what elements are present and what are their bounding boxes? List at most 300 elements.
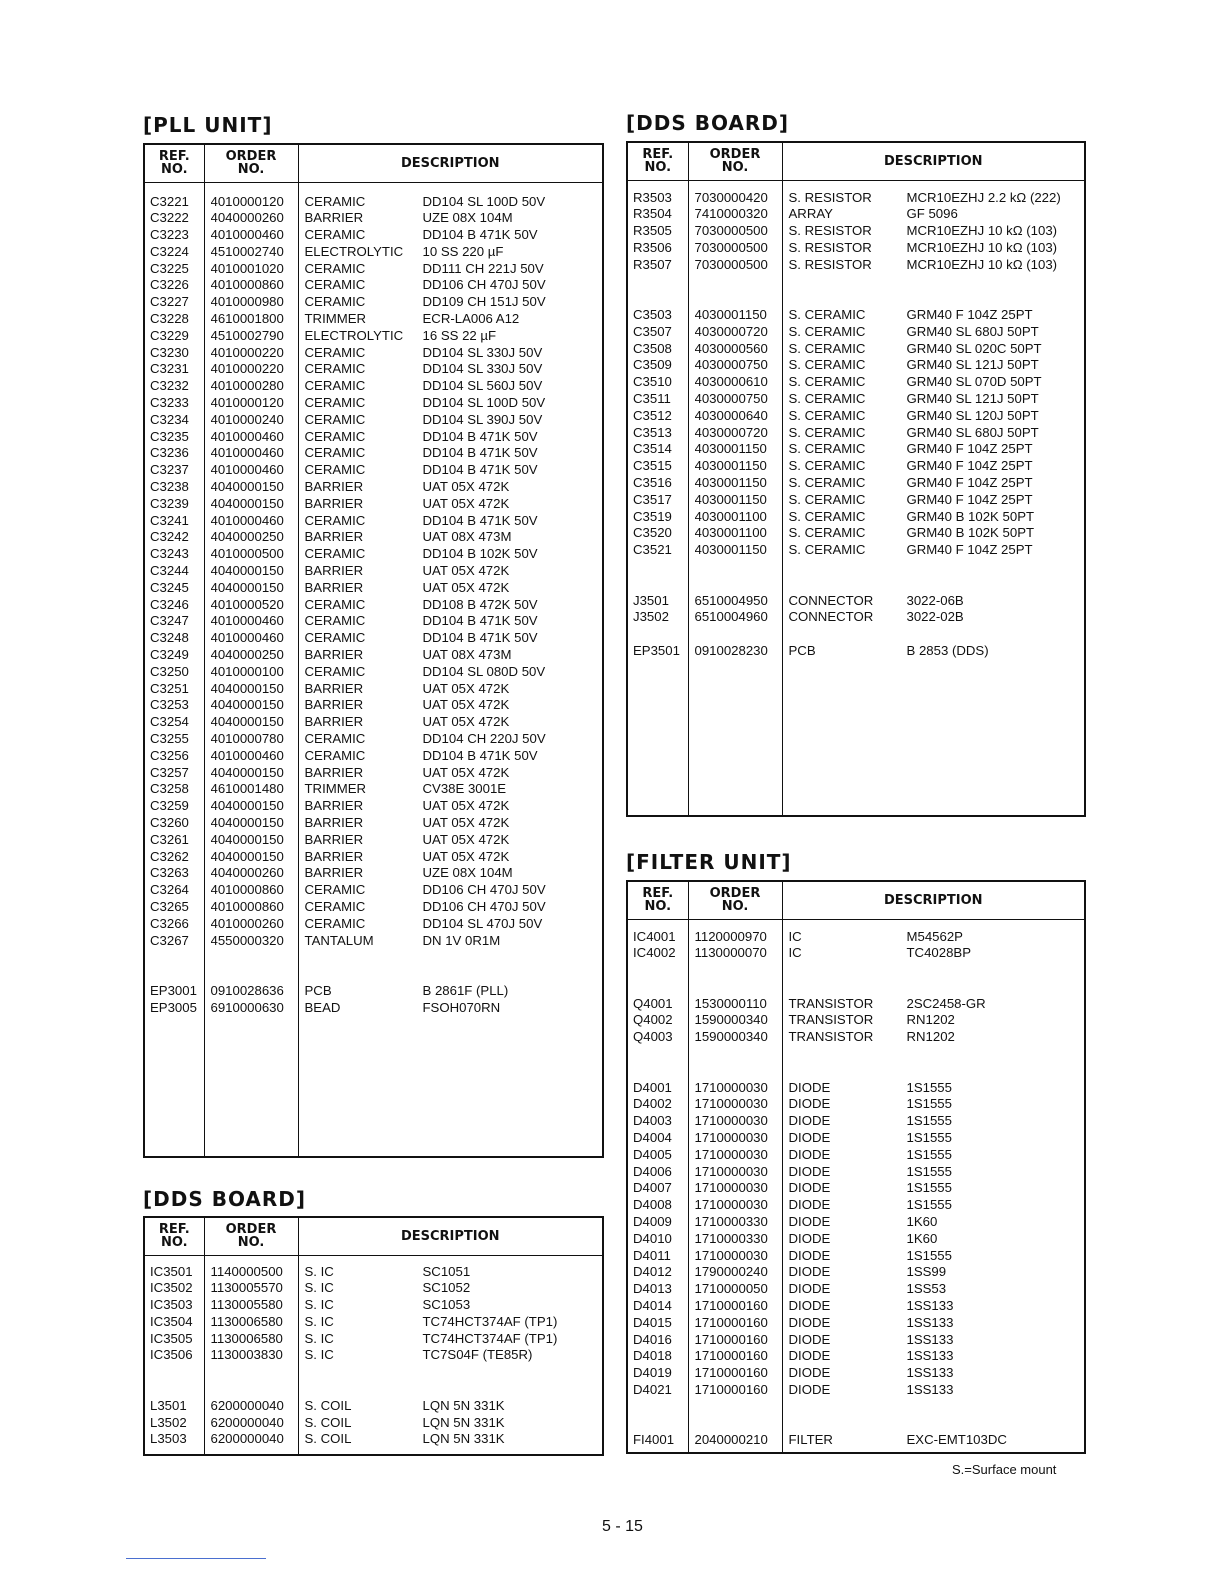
part-type: S. CERAMIC: [788, 374, 866, 390]
part-type: S. CERAMIC: [788, 508, 866, 524]
description: [299, 513, 603, 530]
order-no: 4010000100: [210, 663, 284, 679]
order-no: 7410000320: [694, 206, 768, 222]
part-type: S. CERAMIC: [788, 357, 866, 373]
part-type: S. IC: [304, 1347, 334, 1363]
description: [783, 1197, 1085, 1214]
description: [783, 945, 1085, 962]
part-spec: EXC-EMT103DC: [906, 1432, 1007, 1448]
ref-no: C3241: [150, 512, 189, 528]
part-type: S. COIL: [304, 1397, 352, 1413]
description: [783, 206, 1085, 223]
header-description: DESCRIPTION: [298, 144, 603, 182]
part-type: BARRIER: [304, 798, 364, 814]
blank-line: [783, 559, 1085, 576]
part-type: CERAMIC: [304, 411, 366, 427]
order-no: 4010000220: [210, 344, 284, 360]
description: [299, 445, 603, 462]
description: [783, 1164, 1085, 1181]
ref-no: D4012: [633, 1264, 672, 1280]
ref-no: C3225: [150, 260, 189, 276]
ref-no: IC3501: [150, 1263, 193, 1279]
ref-no: C3516: [633, 475, 672, 491]
description: [299, 261, 603, 278]
ref-no: C3223: [150, 227, 189, 243]
ref-no: C3248: [150, 630, 189, 646]
column-order-no: [688, 919, 782, 1453]
part-type: CERAMIC: [304, 546, 366, 562]
ref-no: C3253: [150, 697, 189, 713]
ref-no: D4006: [633, 1163, 672, 1179]
description: [783, 1432, 1085, 1449]
ref-no: D4014: [633, 1298, 672, 1314]
part-type: DIODE: [788, 1298, 831, 1314]
part-spec: UAT 05X 472K: [422, 680, 510, 696]
part-spec: 1SS133: [906, 1314, 954, 1330]
order-no: 1710000030: [694, 1130, 768, 1146]
part-spec: FSOH070RN: [422, 999, 501, 1015]
ref-no: C3255: [150, 731, 189, 746]
part-type: CERAMIC: [304, 193, 366, 209]
ref-no: IC3502: [150, 1280, 193, 1296]
part-spec: DD104 B 102K 50V: [422, 546, 538, 562]
part-type: DIODE: [788, 1382, 831, 1398]
blank-line: [150, 1381, 204, 1398]
description: [783, 458, 1085, 475]
surface-mount-footnote: S.=Surface mount: [952, 1462, 1057, 1477]
description: [299, 378, 603, 395]
ref-no: C3224: [150, 243, 189, 259]
blank-line: [211, 1364, 298, 1381]
part-type: FILTER: [788, 1432, 833, 1448]
ref-no: C3514: [633, 441, 672, 457]
ref-no: D4010: [633, 1230, 672, 1246]
order-no: 4010001020: [210, 260, 284, 276]
blank-line: [695, 1416, 782, 1433]
part-type: CERAMIC: [304, 344, 366, 360]
part-type: TRANSISTOR: [788, 1029, 874, 1045]
part-spec: 1K60: [906, 1214, 938, 1230]
order-no: 6200000040: [210, 1431, 284, 1447]
blank-line: [150, 966, 204, 983]
ref-no: C3503: [633, 307, 672, 323]
ref-no: EP3005: [150, 999, 197, 1015]
order-no: 1130005580: [210, 1297, 283, 1313]
column-ref-no: [144, 182, 204, 1157]
description: [299, 597, 603, 614]
part-type: S. RESISTOR: [788, 223, 872, 239]
order-no: 1710000050: [694, 1281, 768, 1297]
part-spec: DD104 B 471K 50V: [422, 445, 538, 461]
part-type: S. RESISTOR: [788, 256, 872, 272]
part-type: IC: [788, 945, 802, 961]
order-no: 4030000720: [694, 323, 768, 339]
part-spec: CV38E 3001E: [422, 781, 507, 797]
ref-no: C3246: [150, 596, 189, 612]
ref-no: C3254: [150, 714, 189, 730]
part-type: CERAMIC: [304, 663, 366, 679]
order-no: 4010000460: [210, 462, 284, 478]
part-spec: GRM40 F 104Z 25PT: [906, 491, 1033, 507]
part-spec: SC1053: [422, 1297, 471, 1313]
part-spec: GRM40 SL 121J 50PT: [906, 357, 1039, 373]
part-type: S. IC: [304, 1280, 334, 1296]
description: [299, 714, 603, 731]
description: [299, 664, 603, 681]
blank-line: [150, 949, 204, 966]
part-spec: 1SS133: [906, 1298, 954, 1314]
part-spec: GRM40 SL 120J 50PT: [906, 407, 1039, 423]
part-type: CERAMIC: [304, 445, 366, 461]
ref-no: D4008: [633, 1197, 672, 1213]
ref-no: C3267: [150, 932, 189, 948]
part-type: CERAMIC: [304, 630, 366, 646]
part-type: CERAMIC: [304, 613, 366, 629]
part-spec: UAT 05X 472K: [422, 579, 510, 595]
ref-no: C3510: [633, 374, 672, 390]
part-spec: UAT 05X 472K: [422, 697, 510, 713]
part-type: BARRIER: [304, 647, 364, 663]
description: [299, 546, 603, 563]
order-no: 1710000030: [694, 1079, 768, 1095]
order-no: 1710000160: [694, 1314, 768, 1330]
ref-no: C3259: [150, 798, 189, 814]
description: [299, 1431, 603, 1448]
description: [783, 929, 1085, 946]
description: [299, 412, 603, 429]
part-type: S. RESISTOR: [788, 239, 872, 255]
order-no: 4010000460: [210, 227, 284, 243]
description: [783, 1214, 1085, 1231]
order-no: 4510002740: [210, 243, 284, 259]
ref-no: C3507: [633, 323, 672, 339]
part-type: DIODE: [788, 1197, 831, 1213]
blank-line: [633, 290, 688, 307]
part-spec: DD104 SL 560J 50V: [422, 378, 543, 394]
part-spec: B 2853 (DDS): [906, 643, 989, 659]
ref-no: D4016: [633, 1331, 672, 1347]
order-no: 4030000560: [694, 340, 768, 356]
part-type: ELECTROLYTIC: [304, 327, 404, 343]
part-spec: UZE 08X 104M: [422, 865, 513, 881]
part-spec: DD106 CH 470J 50V: [422, 277, 546, 293]
order-no: 4030001150: [694, 307, 767, 323]
ref-no: R3504: [633, 206, 672, 222]
ref-no: C3247: [150, 613, 189, 629]
ref-no: C3266: [150, 915, 189, 931]
part-spec: UAT 05X 472K: [422, 764, 510, 780]
ref-no: D4002: [633, 1096, 672, 1112]
part-type: DIODE: [788, 1247, 831, 1263]
description: [299, 882, 603, 899]
column-order-no: [204, 1255, 298, 1455]
part-type: DIODE: [788, 1163, 831, 1179]
description: [299, 311, 603, 328]
description: [299, 781, 603, 798]
order-no: 4010000120: [210, 193, 284, 209]
part-spec: MCR10EZHJ 10 kΩ (103): [906, 239, 1058, 255]
order-no: 1590000340: [694, 1029, 768, 1045]
ref-no: C3512: [633, 407, 672, 423]
order-no: 4040000150: [210, 714, 284, 730]
ref-no: C3521: [633, 542, 672, 558]
ref-no: C3244: [150, 563, 189, 579]
description: [299, 227, 603, 244]
order-no: 4040000150: [210, 814, 284, 830]
parts-table-filter-unit: [626, 880, 1086, 1454]
order-no: 4010000220: [210, 361, 284, 377]
description: [783, 1012, 1085, 1029]
description: [783, 307, 1085, 324]
part-type: S. CERAMIC: [788, 323, 866, 339]
description: [299, 765, 603, 782]
ref-no: C3261: [150, 831, 189, 847]
blank-line: [633, 962, 688, 979]
description: [299, 697, 603, 714]
description: [299, 899, 603, 916]
header-order-no: ORDER NO.: [688, 142, 782, 180]
part-spec: 1S1555: [906, 1247, 952, 1263]
order-no: 4010000860: [210, 277, 284, 293]
header-ref-no: REF. NO.: [144, 144, 204, 182]
order-no: 1710000160: [694, 1331, 768, 1347]
description: [783, 240, 1085, 257]
order-no: 4030000750: [694, 391, 768, 407]
part-type: BARRIER: [304, 714, 364, 730]
part-type: CERAMIC: [304, 428, 366, 444]
header-ref-no: REF. NO.: [144, 1217, 204, 1255]
description: [299, 580, 603, 597]
order-no: 1710000030: [694, 1163, 768, 1179]
ref-no: C3260: [150, 814, 189, 830]
order-no: 4010000240: [210, 411, 284, 427]
column-description: [782, 919, 1085, 1453]
blank-line: [633, 273, 688, 290]
order-no: 4010000120: [210, 395, 284, 411]
part-type: DIODE: [788, 1314, 831, 1330]
description: [299, 395, 603, 412]
part-spec: DD111 CH 221J 50V: [422, 260, 544, 276]
ref-no: IC3505: [150, 1330, 193, 1346]
column-ref-no: [627, 180, 688, 816]
order-no: 7030000500: [694, 256, 768, 272]
bottom-rule: [126, 1558, 266, 1559]
part-spec: 1K60: [906, 1230, 938, 1246]
description: [299, 361, 603, 378]
description: [783, 509, 1085, 526]
blank-line: [695, 1046, 782, 1063]
header-description: DESCRIPTION: [782, 142, 1085, 180]
blank-line: [783, 1046, 1085, 1063]
ref-no: IC4002: [633, 945, 676, 961]
part-type: S. CERAMIC: [788, 491, 866, 507]
description: [299, 983, 603, 1000]
header-ref-no: REF. NO.: [627, 142, 688, 180]
order-no: 4040000150: [210, 680, 284, 696]
part-spec: 1S1555: [906, 1079, 952, 1095]
description: [783, 1080, 1085, 1097]
description: [299, 529, 603, 546]
part-spec: MCR10EZHJ 2.2 kΩ (222): [906, 189, 1061, 205]
part-spec: UAT 08X 473M: [422, 647, 512, 663]
description: [299, 328, 603, 345]
blank-line: [783, 576, 1085, 593]
order-no: 4040000150: [210, 831, 284, 847]
ref-no: C3226: [150, 277, 189, 293]
part-type: CERAMIC: [304, 378, 366, 394]
part-type: S. CERAMIC: [788, 340, 866, 356]
order-no: 1710000160: [694, 1298, 768, 1314]
ref-no: Q4002: [633, 1012, 673, 1028]
part-spec: 1S1555: [906, 1096, 952, 1112]
part-spec: GF 5096: [906, 206, 958, 222]
ref-no: C3251: [150, 680, 189, 696]
order-no: 1710000160: [694, 1348, 768, 1364]
part-spec: GRM40 F 104Z 25PT: [906, 475, 1033, 491]
part-type: CERAMIC: [304, 395, 366, 411]
ref-no: D4009: [633, 1214, 672, 1230]
part-spec: DN 1V 0R1M: [422, 932, 501, 948]
part-spec: UAT 08X 473M: [422, 529, 512, 545]
part-type: DIODE: [788, 1348, 831, 1364]
order-no: 4010000460: [210, 512, 284, 528]
order-no: 6910000630: [210, 999, 284, 1015]
ref-no: IC3503: [150, 1297, 193, 1313]
blank-line: [633, 1416, 688, 1433]
part-spec: DD104 SL 100D 50V: [422, 193, 546, 209]
part-spec: UZE 08X 104M: [422, 210, 513, 226]
description: [299, 1331, 603, 1348]
description: [783, 1264, 1085, 1281]
part-type: BARRIER: [304, 529, 364, 545]
order-no: 4010000780: [210, 731, 284, 746]
description: [783, 425, 1085, 442]
order-no: 1710000030: [694, 1247, 768, 1263]
part-type: CERAMIC: [304, 731, 366, 746]
part-spec: GRM40 F 104Z 25PT: [906, 542, 1033, 558]
order-no: 4040000150: [210, 697, 284, 713]
part-type: CERAMIC: [304, 915, 366, 931]
description: [299, 277, 603, 294]
ref-no: C3517: [633, 491, 672, 507]
description: [783, 257, 1085, 274]
part-type: IC: [788, 928, 802, 944]
part-type: S. CERAMIC: [788, 458, 866, 474]
blank-line: [783, 979, 1085, 996]
part-type: CONNECTOR: [788, 592, 874, 608]
description: [783, 609, 1085, 626]
order-no: 4010000460: [210, 613, 284, 629]
ref-no: C3263: [150, 865, 189, 881]
ref-no: C3234: [150, 411, 189, 427]
description: [299, 462, 603, 479]
ref-no: FI4001: [633, 1432, 675, 1448]
part-spec: GRM40 SL 020C 50PT: [906, 340, 1042, 356]
blank-line: [695, 273, 782, 290]
order-no: 7030000500: [694, 223, 768, 239]
part-spec: DD104 B 471K 50V: [422, 227, 538, 243]
header-order-no: ORDER NO.: [204, 144, 298, 182]
order-no: 4030000720: [694, 424, 768, 440]
description: [299, 849, 603, 866]
order-no: 2040000210: [694, 1432, 768, 1448]
ref-no: C3250: [150, 663, 189, 679]
description: [783, 408, 1085, 425]
order-no: 4010000860: [210, 882, 284, 898]
description: [299, 647, 603, 664]
part-spec: 3022-06B: [906, 592, 964, 608]
blank-line: [150, 1364, 204, 1381]
order-no: 1790000240: [694, 1264, 768, 1280]
description: [783, 1281, 1085, 1298]
part-spec: UAT 05X 472K: [422, 563, 510, 579]
description: [299, 748, 603, 765]
part-type: ELECTROLYTIC: [304, 243, 404, 259]
ref-no: D4003: [633, 1113, 672, 1129]
description: [299, 630, 603, 647]
ref-no: IC4001: [633, 928, 676, 944]
order-no: 1130000070: [694, 945, 767, 961]
ref-no: C3243: [150, 546, 189, 562]
part-spec: DD104 SL 330J 50V: [422, 361, 543, 377]
blank-line: [633, 979, 688, 996]
part-spec: LQN 5N 331K: [422, 1414, 505, 1430]
ref-no: C3221: [150, 193, 189, 209]
ref-no: R3505: [633, 223, 672, 239]
part-spec: UAT 05X 472K: [422, 814, 510, 830]
header-ref-no: REF. NO.: [627, 881, 688, 919]
order-no: 1710000030: [694, 1146, 768, 1162]
ref-no: D4007: [633, 1180, 672, 1196]
order-no: 1710000160: [694, 1382, 768, 1398]
part-type: CERAMIC: [304, 898, 366, 914]
part-type: S. CERAMIC: [788, 525, 866, 541]
ref-no: D4013: [633, 1281, 672, 1297]
part-type: BARRIER: [304, 495, 364, 511]
part-spec: DD104 B 471K 50V: [422, 747, 538, 763]
part-spec: UAT 05X 472K: [422, 798, 510, 814]
part-spec: UAT 05X 472K: [422, 714, 510, 730]
part-type: DIODE: [788, 1130, 831, 1146]
part-spec: M54562P: [906, 928, 963, 944]
ref-no: R3506: [633, 239, 672, 255]
order-no: 4040000150: [210, 579, 284, 595]
column-ref-no: [144, 1255, 204, 1455]
order-no: 4010000280: [210, 378, 284, 394]
part-type: S. IC: [304, 1313, 334, 1329]
description: [783, 190, 1085, 207]
description: [783, 1348, 1085, 1365]
part-type: S. CERAMIC: [788, 307, 866, 323]
part-spec: GRM40 SL 070D 50PT: [906, 374, 1042, 390]
description: [783, 324, 1085, 341]
description: [299, 210, 603, 227]
part-spec: DD106 CH 470J 50V: [422, 882, 546, 898]
part-spec: DD104 B 471K 50V: [422, 613, 538, 629]
part-type: DIODE: [788, 1214, 831, 1230]
order-no: 4010000460: [210, 747, 284, 763]
description: [299, 1000, 603, 1017]
blank-line: [299, 966, 603, 983]
part-spec: DD104 SL 100D 50V: [422, 395, 546, 411]
part-spec: DD104 CH 220J 50V: [422, 731, 546, 746]
description: [299, 815, 603, 832]
order-no: 4040000150: [210, 563, 284, 579]
description: [299, 194, 603, 211]
description: [783, 525, 1085, 542]
part-spec: TC4028BP: [906, 945, 972, 961]
order-no: 1530000110: [694, 995, 767, 1011]
